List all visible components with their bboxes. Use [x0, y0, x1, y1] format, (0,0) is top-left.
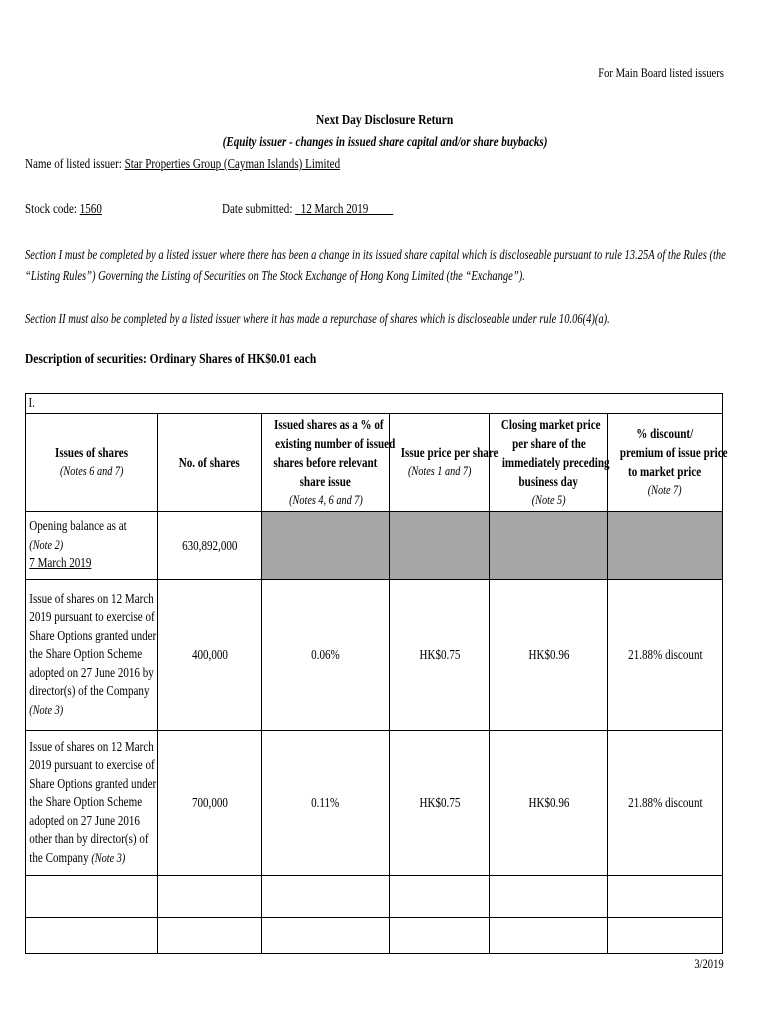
- issue-price: HK$0.75: [390, 579, 490, 730]
- date-submitted-label: Date submitted:: [222, 201, 293, 216]
- issuer-value: Star Properties Group (Cayman Islands) Limited: [124, 156, 341, 171]
- share-issue-table: [25, 393, 728, 954]
- date-submitted-line: [222, 201, 393, 217]
- header-issue-price: Issue price per share (Notes 1 and 7): [390, 413, 490, 511]
- header-row: [26, 413, 723, 511]
- section-two-instruction: [25, 308, 770, 329]
- section-one-line-1: Section I must be completed by a listed issuer where there has been a change in its issued share capital which is discloseable pursuant to rule 13.25A of the Rules (the: [25, 247, 726, 262]
- section-one-instruction: [25, 244, 770, 286]
- header-no-shares: No. of shares: [158, 413, 262, 511]
- header-closing-price: Closing market price per share of the immediately preceding business day (Note 5): [490, 413, 608, 511]
- stock-code-line: [25, 201, 102, 217]
- header-discount: % discount/ premium of issue price to market price (Note 7): [608, 413, 723, 511]
- stock-code-label: Stock code:: [25, 201, 77, 216]
- header-issues: Issues of shares (Notes 6 and 7): [26, 413, 158, 511]
- table-row: [26, 730, 723, 875]
- gray-cell: [608, 511, 723, 579]
- table-row: [26, 579, 723, 730]
- section-label-row: [26, 394, 723, 414]
- board-label: For Main Board listed issuers: [598, 66, 724, 80]
- opening-balance-shares: 630,892,000: [158, 511, 262, 579]
- section-label: I.: [28, 395, 35, 410]
- issue-description: Issue of shares on 12 March 2019 pursuant to exercise of Share Options granted under the Share Option Scheme adopted on 27 June 2016 by director(s) of the Company (Note 3): [26, 579, 158, 730]
- opening-balance-label: Opening balance as at (Note 2) 7 March 2019: [26, 511, 158, 579]
- issue-price: HK$0.75: [390, 730, 490, 875]
- issuer-label: Name of listed issuer:: [25, 156, 122, 171]
- gray-cell: [262, 511, 390, 579]
- page-code: 3/2019: [694, 957, 724, 971]
- empty-row: [26, 875, 723, 917]
- opening-balance-row: [26, 511, 723, 579]
- closing-price: HK$0.96: [490, 730, 608, 875]
- page-title: Next Day Disclosure Return: [316, 113, 454, 128]
- issuer-name-line: [25, 156, 340, 172]
- discount: 21.88% discount: [608, 730, 723, 875]
- empty-row: [26, 917, 723, 953]
- issue-pct: 0.06%: [262, 579, 390, 730]
- issue-pct: 0.11%: [262, 730, 390, 875]
- issue-shares: 400,000: [158, 579, 262, 730]
- date-submitted-value: 12 March 2019: [300, 201, 369, 216]
- gray-cell: [490, 511, 608, 579]
- securities-description: Description of securities: Ordinary Shares of HK$0.01 each: [25, 352, 317, 367]
- section-one-line-2: “Listing Rules”) Governing the Listing of Securities on The Stock Exchange of Hong Kong Limited (the “Exchange”).: [25, 268, 525, 283]
- page-subtitle: (Equity issuer - changes in issued share capital and/or share buybacks): [222, 134, 548, 149]
- closing-price: HK$0.96: [490, 579, 608, 730]
- stock-code-value: 1560: [79, 201, 102, 216]
- gray-cell: [390, 511, 490, 579]
- issue-description: Issue of shares on 12 March 2019 pursuant to exercise of Share Options granted under the Share Option Scheme adopted on 27 June 2016 other than by director(s) of the Company (Note 3): [26, 730, 158, 875]
- section-two-line: Section II must also be completed by a listed issuer where it has made a repurchase of shares which is discloseable under rule 10.06(4)(a).: [25, 311, 610, 326]
- discount: 21.88% discount: [608, 579, 723, 730]
- issue-shares: 700,000: [158, 730, 262, 875]
- header-pct-existing: Issued shares as a % of existing number of issued shares before relevant share issue (Notes 4, 6 and 7): [262, 413, 390, 511]
